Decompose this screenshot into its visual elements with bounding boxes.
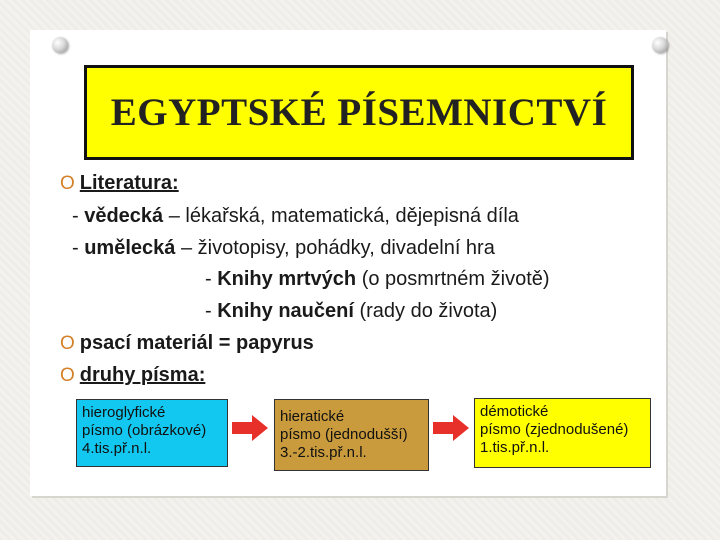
script-box-hieratic bbox=[274, 399, 429, 471]
scripts-heading: druhy písma: bbox=[79, 364, 206, 386]
line-dash: - bbox=[205, 300, 218, 322]
bullet-icon: O bbox=[60, 365, 75, 386]
line-bold-term: Knihy naučení bbox=[217, 300, 354, 322]
line-text: – lékařská, matematická, dějepisná díla bbox=[163, 205, 519, 227]
slide-title: EGYPTSKÉ PÍSEMNICTVÍ bbox=[110, 91, 608, 134]
line-bold-term: Knihy mrtvých bbox=[217, 268, 357, 290]
arrow-right-icon bbox=[433, 415, 471, 441]
literature-line-scientific bbox=[72, 205, 519, 228]
literature-line-book-of-dead bbox=[205, 268, 550, 291]
bullet-icon: O bbox=[60, 173, 75, 194]
line-dash: - bbox=[205, 268, 218, 290]
box-line: 4.tis.př.n.l. bbox=[82, 440, 152, 457]
line-bold-term: vědecká bbox=[84, 205, 164, 227]
line-text: (rady do života) bbox=[353, 300, 498, 322]
line-bold-term: umělecká bbox=[84, 237, 176, 259]
line-text: – životopisy, pohádky, divadelní hra bbox=[175, 237, 495, 259]
title-box bbox=[84, 65, 634, 160]
scripts-heading-line bbox=[60, 364, 205, 387]
arrow-right-icon bbox=[232, 415, 270, 441]
line-dash: - bbox=[72, 205, 85, 227]
box-line: hieratické bbox=[280, 408, 345, 425]
bullet-icon: O bbox=[60, 333, 75, 354]
box-line: písmo (jednodušší) bbox=[280, 426, 408, 443]
line-text: (o posmrtném životě) bbox=[356, 268, 550, 290]
box-line: písmo (zjednodušené) bbox=[480, 421, 629, 438]
pin-top-right-icon bbox=[652, 37, 668, 53]
material-text: psací materiál = papyrus bbox=[79, 332, 314, 354]
box-line: 1.tis.př.n.l. bbox=[480, 439, 550, 456]
material-line bbox=[60, 332, 314, 355]
literature-line-artistic bbox=[72, 237, 495, 260]
literature-heading: Literatura: bbox=[79, 172, 179, 194]
box-line: písmo (obrázkové) bbox=[82, 422, 207, 439]
literature-line-instructions bbox=[205, 300, 497, 323]
script-box-hieroglyphic bbox=[76, 399, 228, 467]
pin-top-left-icon bbox=[52, 37, 68, 53]
box-line: hieroglyfické bbox=[82, 404, 166, 421]
script-box-demotic bbox=[474, 398, 651, 468]
box-line: 3.-2.tis.př.n.l. bbox=[280, 444, 367, 461]
box-line: démotické bbox=[480, 403, 549, 420]
literature-heading-line bbox=[60, 172, 179, 195]
line-dash: - bbox=[72, 237, 85, 259]
